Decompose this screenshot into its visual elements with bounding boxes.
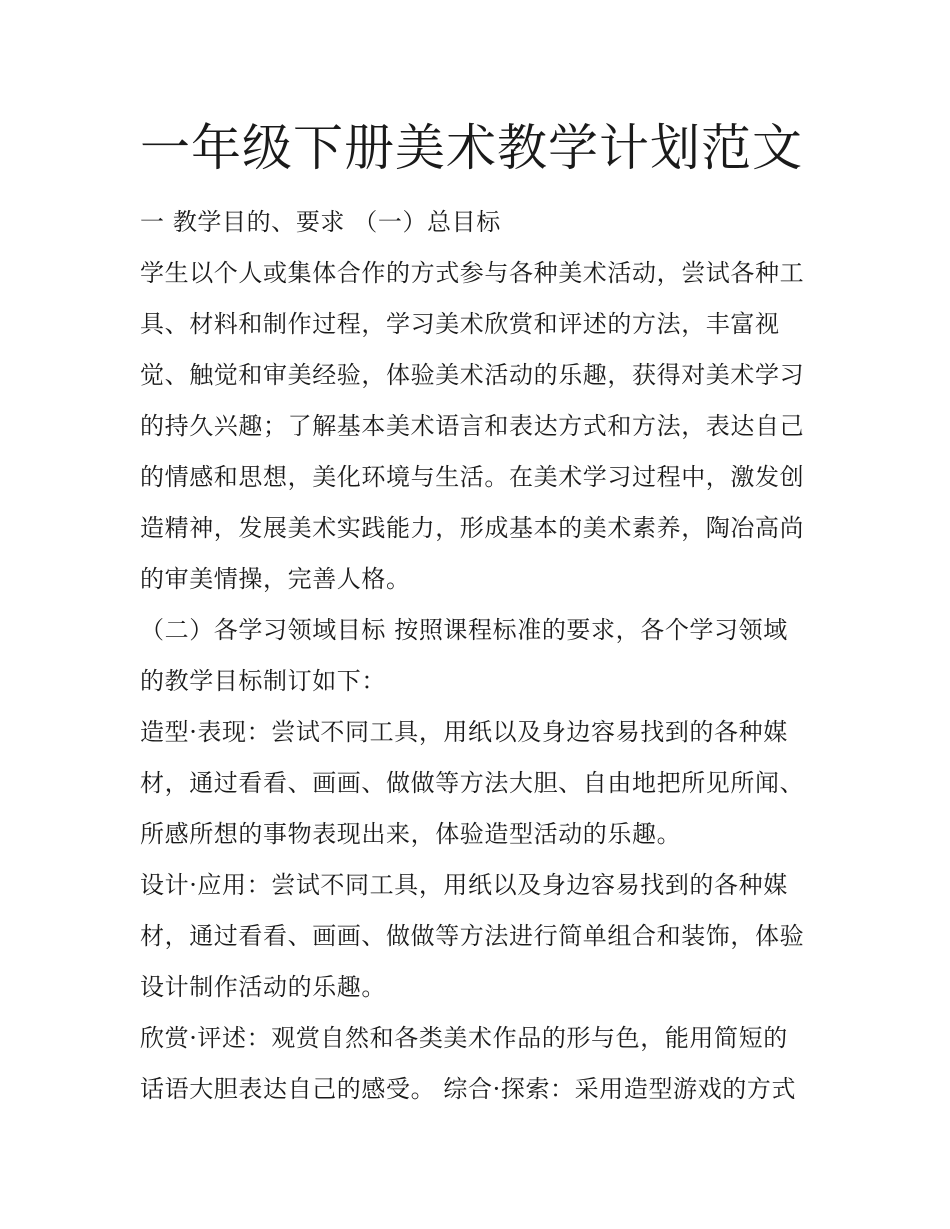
paragraph-line: 的持久兴趣；了解基本美术语言和表达方式和方法，表达自己 — [140, 412, 805, 440]
section-heading-goals: 一 教学目的、要求 （一）总目标 — [140, 208, 501, 236]
paragraph-line: 话语大胆表达自己的感受。 综合·探索：采用造型游戏的方式 — [140, 1075, 797, 1103]
paragraph-line: 造型·表现：尝试不同工具，用纸以及身边容易找到的各种媒 — [140, 718, 788, 746]
paragraph-line: 所感所想的事物表现出来，体验造型活动的乐趣。 — [140, 820, 682, 848]
paragraph-line: 具、材料和制作过程，学习美术欣赏和评述的方法，丰富视 — [140, 310, 780, 338]
paragraph-line: 设计·应用：尝试不同工具，用纸以及身边容易找到的各种媒 — [140, 871, 788, 899]
paragraph-line: 设计制作活动的乐趣。 — [140, 973, 386, 1001]
section-heading-domains: （二）各学习领域目标 按照课程标准的要求，各个学习领域 — [140, 616, 788, 644]
paragraph-line: 的教学目标制订如下： — [140, 667, 386, 695]
paragraph-line: 材，通过看看、画画、做做等方法进行简单组合和装饰，体验 — [140, 922, 805, 950]
paragraph-line: 欣赏·评述：观赏自然和各类美术作品的形与色，能用简短的 — [140, 1024, 788, 1052]
document-body — [140, 200, 820, 1118]
paragraph-line: 的审美情操，完善人格。 — [140, 565, 411, 593]
paragraph-line: 学生以个人或集体合作的方式参与各种美术活动，尝试各种工 — [140, 259, 805, 287]
paragraph-line: 觉、触觉和审美经验，体验美术活动的乐趣，获得对美术学习 — [140, 361, 805, 389]
paragraph-line: 的情感和思想，美化环境与生活。在美术学习过程中，激发创 — [140, 463, 805, 491]
paragraph-line: 材，通过看看、画画、做做等方法大胆、自由地把所见所闻、 — [140, 769, 805, 797]
paragraph-line: 造精神，发展美术实践能力，形成基本的美术素养，陶冶高尚 — [140, 514, 805, 542]
document-title: 一年级下册美术教学计划范文 — [140, 119, 803, 177]
